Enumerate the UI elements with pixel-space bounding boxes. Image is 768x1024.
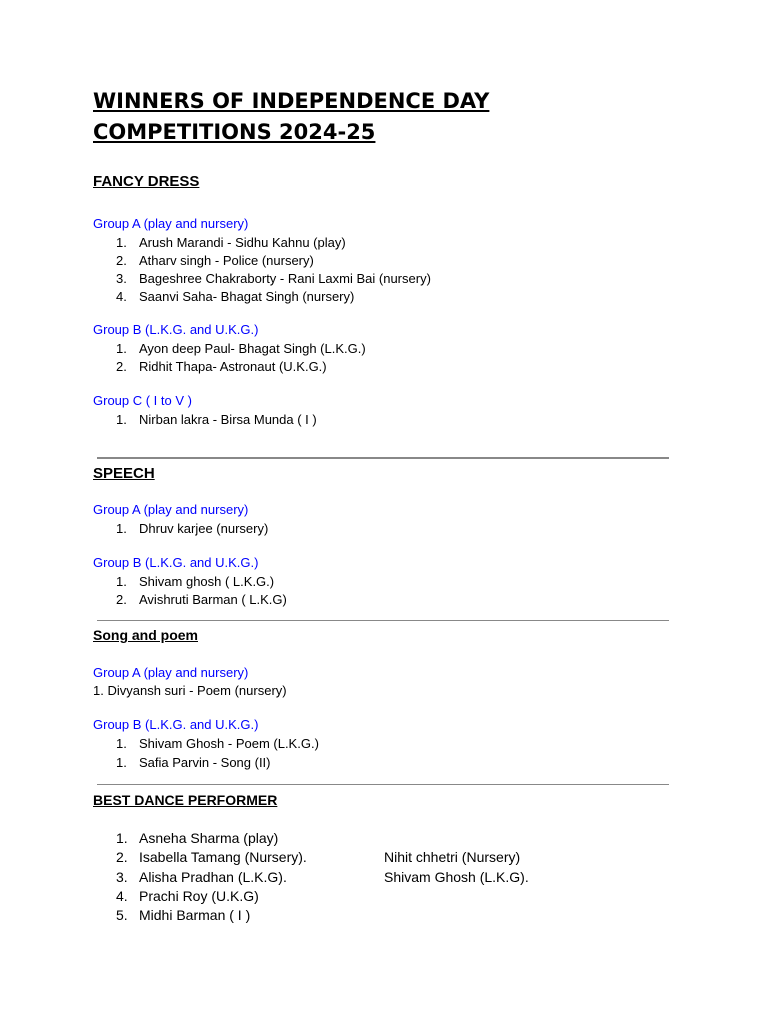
page-title [93, 86, 693, 148]
fancy-group-a-label: Group A (play and nursery) [93, 216, 249, 231]
speech-heading: SPEECH [93, 465, 155, 482]
song-poem-heading: Song and poem [93, 627, 198, 643]
section-divider [97, 620, 669, 621]
fancy-group-b-label: Group B (L.K.G. and U.K.G.) [93, 322, 259, 337]
title-line-1: WINNERS OF INDEPENDENCE DAY [93, 89, 490, 113]
fancy-group-c-label: Group C ( I to V ) [93, 393, 192, 408]
song-group-a-label: Group A (play and nursery) [93, 665, 249, 680]
song-group-b-label: Group B (L.K.G. and U.K.G.) [93, 717, 259, 732]
speech-group-b-label: Group B (L.K.G. and U.K.G.) [93, 555, 259, 570]
song-group-a-item: 1. Divyansh suri - Poem (nursery) [93, 683, 287, 698]
fancy-dress-heading: FANCY DRESS [93, 173, 200, 190]
best-dance-heading: BEST DANCE PERFORMER [93, 792, 278, 808]
section-divider [97, 784, 669, 785]
speech-group-a-label: Group A (play and nursery) [93, 502, 249, 517]
section-divider [97, 457, 669, 459]
title-line-2: COMPETITIONS 2024-25 [93, 120, 376, 144]
